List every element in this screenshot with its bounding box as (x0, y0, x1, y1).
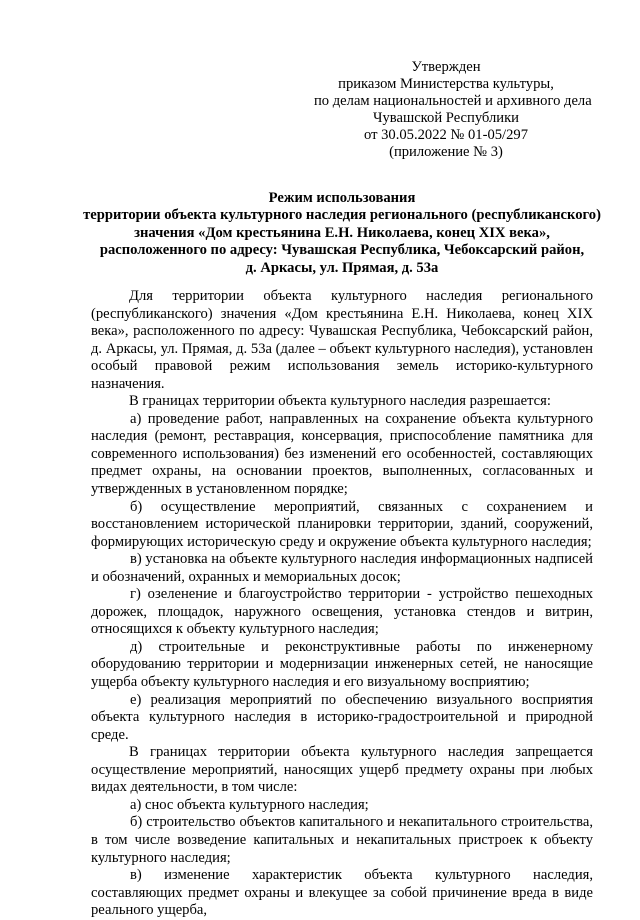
list-item: в) установка на объекте культурного наследия информационных надписей и обозначений, охранных и мемориальных досок; (91, 551, 593, 585)
title-line: значения «Дом крестьянина Е.Н. Николаева, конец XIX века», (134, 224, 550, 241)
title-line: Режим использования (268, 190, 416, 206)
list-item: г) озеленение и благоустройство территории - устройство пешеходных дорожек, площадок, наружного освещения, установка стендов и витрин, относящихся к объекту культурного наследия; (91, 586, 593, 638)
list-item: а) снос объекта культурного наследия; (130, 796, 369, 813)
title-line: расположенного по адресу: Чувашская Республика, Чебоксарский район, (99, 242, 585, 259)
list-item: б) осуществление мероприятий, связанных с сохранением и восстановлением исторической планировки территории, зданий, сооружений, формирующих историческую среду и окружение объекта культурного наследия; (91, 498, 593, 550)
approval-line: (приложение № 3) (389, 144, 503, 160)
title-line: территории объекта культурного наследия регионального (республиканского) (83, 207, 601, 224)
paragraph-intro: Для территории объекта культурного наследия регионального (республиканского) значения «Дом крестьянина Е.Н. Николаева, конец XIX века», расположенного по адресу: Чувашская Республика, Чебоксарский район, д. Аркасы, ул. Прямая, д. 53а (далее – объект культурного наследия), установлен особый правовой режим использования земель историко-культурного назначения. (91, 288, 593, 392)
title-line: д. Аркасы, ул. Прямая, д. 53а (245, 259, 439, 276)
list-item: в) изменение характеристик объекта культурного наследия, составляющих предмет охраны и влекущее за собой причинение вреда в виде реального ущерба, (91, 867, 593, 919)
approval-line: Чувашской Республики (373, 110, 519, 126)
approval-line: приказом Министерства культуры, (338, 76, 554, 92)
document-body (91, 288, 593, 920)
list-item: д) строительные и реконструктивные работы по инженерному оборудованию территории и модернизации инженерных сетей, не наносящие ущерба объекту культурного наследия и его визуальному восприятию; (91, 638, 593, 691)
list-item: е) реализация мероприятий по обеспечению визуального восприятия объекта культурного наследия в историко-градостроительной и природной среде. (91, 691, 593, 743)
approval-line: Утвержден (411, 59, 481, 75)
paragraph-prohibited-heading: В границах территории объекта культурного наследия запрещается осуществление мероприятий, наносящих ущерб предмету охраны при любых видах деятельности, в том числе: (91, 744, 593, 796)
paragraph-allowed-heading: В границах территории объекта культурного наследия разрешается: (129, 393, 551, 410)
list-item: а) проведение работ, направленных на сохранение объекта культурного наследия (ремонт, реставрация, консервация, приспособление памятника для современного использования) без изменений его особенностей, составляющих предмет охраны, на основании проектов, выполненных, согласованных и утвержденных в установленном порядке; (91, 410, 593, 498)
list-item: б) строительство объектов капитального и некапитального строительства, в том числе возведение капитальных и некапитальных пристроек к объекту культурного наследия; (91, 814, 593, 866)
approval-line: от 30.05.2022 № 01-05/297 (363, 127, 529, 143)
approval-block (314, 59, 592, 161)
document-title (70, 190, 614, 277)
approval-line: по делам национальностей и архивного дела (314, 93, 592, 109)
